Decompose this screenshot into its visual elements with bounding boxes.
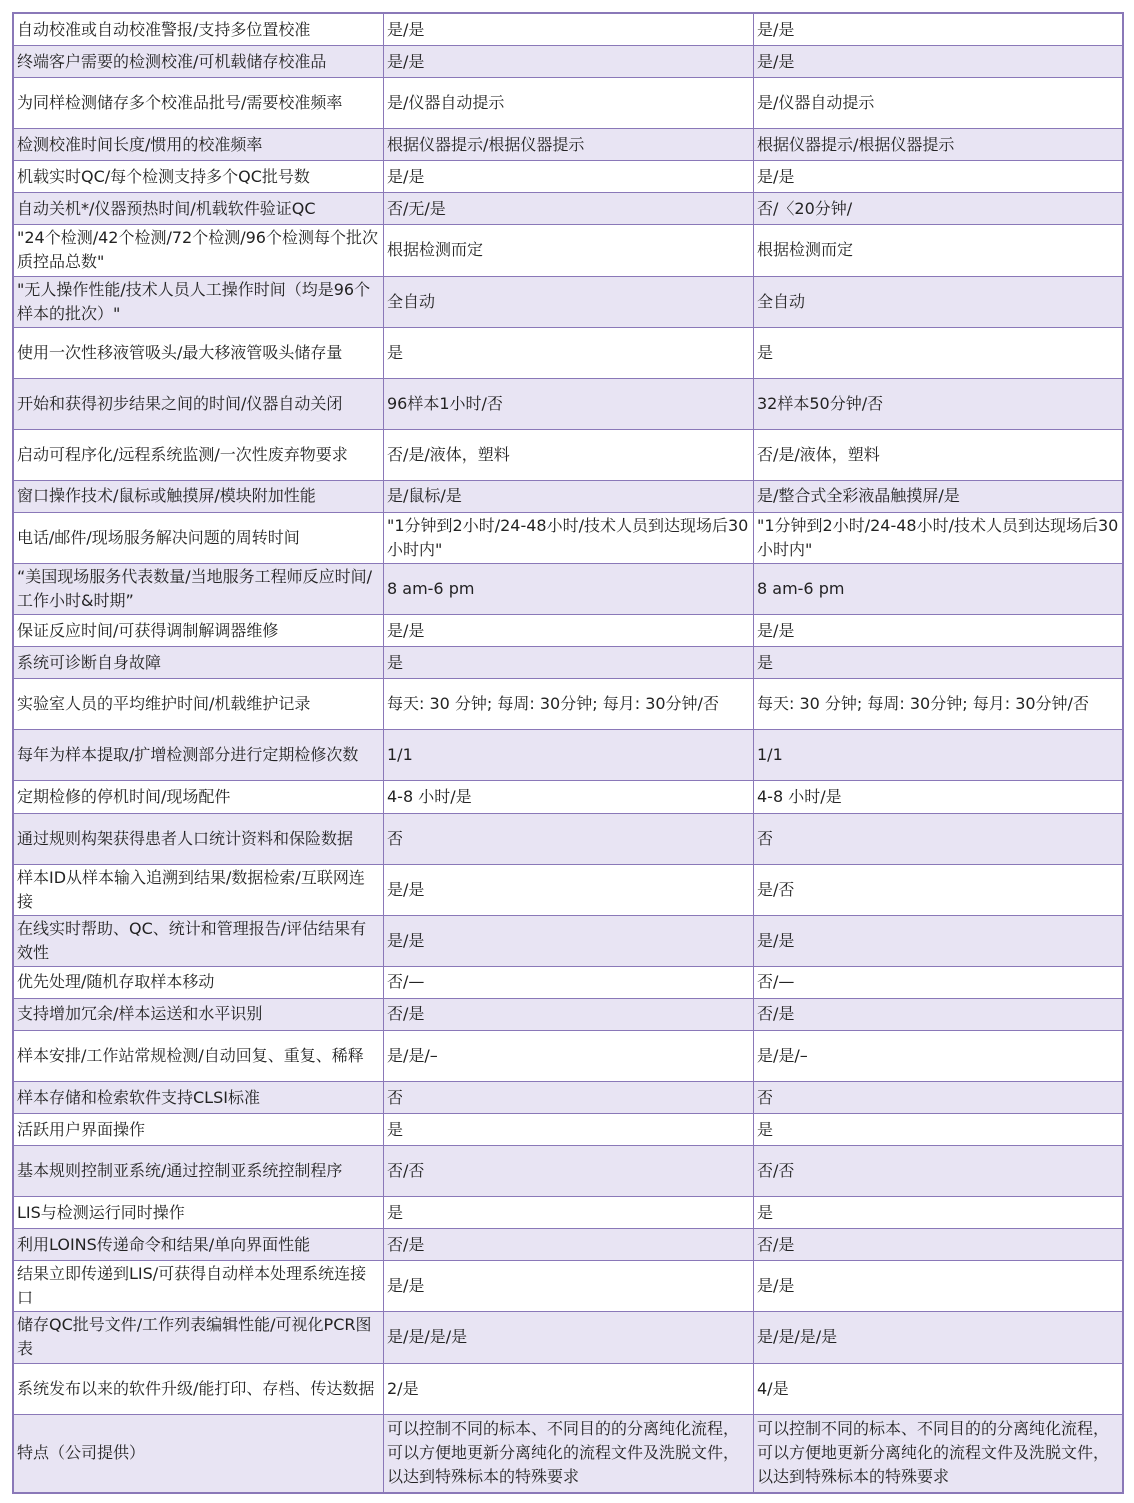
row-label-cell: 结果立即传递到LIS/可获得自动样本处理系统连接口 [14,1261,384,1312]
table-row [14,1312,1123,1363]
row-label-cell: 为同样检测储存多个校准品批号/需要校准频率 [14,78,384,129]
value-cell-a: 1/1 [384,730,754,781]
value-cell-b: 根据仪器提示/根据仪器提示 [754,129,1123,161]
row-label-cell: 样本ID从样本输入追溯到结果/数据检索/互联网连接 [14,864,384,915]
value-cell-b: 是/是 [754,615,1123,647]
value-cell-a: 是/是 [384,14,754,46]
row-label-cell: 在线实时帮助、QC、统计和管理报告/评估结果有效性 [14,915,384,966]
value-cell-b: 是/整合式全彩液晶触摸屏/是 [754,480,1123,512]
value-cell-a: 否 [384,1082,754,1114]
table-row [14,730,1123,781]
row-label-cell: 优先处理/随机存取样本移动 [14,966,384,998]
value-cell-a: 是 [384,647,754,679]
value-cell-a: 是/是 [384,864,754,915]
comparison-table [13,13,1123,1493]
value-cell-b: 是/是 [754,915,1123,966]
row-label-cell: "无人操作性能/技术人员人工操作时间（均是96个样本的批次）" [14,276,384,327]
row-label-cell: 每年为样本提取/扩增检测部分进行定期检修次数 [14,730,384,781]
value-cell-a: 是/仪器自动提示 [384,78,754,129]
value-cell-a: 8 am-6 pm [384,564,754,615]
table-row [14,679,1123,730]
table-row [14,14,1123,46]
table-row [14,966,1123,998]
value-cell-a: 否/否 [384,1146,754,1197]
value-cell-b: 是/是 [754,161,1123,193]
value-cell-a: 是/是 [384,915,754,966]
value-cell-b: 1/1 [754,730,1123,781]
row-label-cell: 活跃用户界面操作 [14,1114,384,1146]
value-cell-b: 是 [754,1197,1123,1229]
comparison-table-body [14,14,1123,1493]
value-cell-b: 是/是/– [754,1030,1123,1081]
table-row [14,480,1123,512]
row-label-cell: 启动可程序化/远程系统监测/一次性废弃物要求 [14,429,384,480]
value-cell-a: 全自动 [384,276,754,327]
row-label-cell: 通过规则构架获得患者人口统计资料和保险数据 [14,813,384,864]
row-label-cell: 定期检修的停机时间/现场配件 [14,781,384,813]
value-cell-a: 是/鼠标/是 [384,480,754,512]
value-cell-b: 否 [754,813,1123,864]
table-row [14,647,1123,679]
value-cell-a: 是/是 [384,615,754,647]
value-cell-b: 4-8 小时/是 [754,781,1123,813]
value-cell-b: 否/是/液体，塑料 [754,429,1123,480]
table-row [14,276,1123,327]
value-cell-a: 4-8 小时/是 [384,781,754,813]
value-cell-b: 是/是 [754,46,1123,78]
value-cell-a: 否/是 [384,1229,754,1261]
row-label-cell: 实验室人员的平均维护时间/机载维护记录 [14,679,384,730]
value-cell-b: 是/仪器自动提示 [754,78,1123,129]
value-cell-b: 8 am-6 pm [754,564,1123,615]
table-row [14,129,1123,161]
table-row [14,781,1123,813]
row-label-cell: 终端客户需要的检测校准/可机载储存校准品 [14,46,384,78]
table-row [14,1261,1123,1312]
table-row [14,1229,1123,1261]
value-cell-a: 是 [384,327,754,378]
row-label-cell: 样本存储和检索软件支持CLSI标准 [14,1082,384,1114]
table-row [14,378,1123,429]
value-cell-b: 是/是/是/是 [754,1312,1123,1363]
table-row [14,193,1123,225]
value-cell-b: 是/是 [754,14,1123,46]
value-cell-a: 根据检测而定 [384,225,754,276]
table-row [14,864,1123,915]
value-cell-b: 32样本50分钟/否 [754,378,1123,429]
value-cell-a: 否/是 [384,998,754,1030]
value-cell-b: 否 [754,1082,1123,1114]
value-cell-a: 是/是/– [384,1030,754,1081]
value-cell-b: 是 [754,327,1123,378]
row-label-cell: 机载实时QC/每个检测支持多个QC批号数 [14,161,384,193]
table-row [14,1030,1123,1081]
value-cell-b: 否/— [754,966,1123,998]
table-row [14,1197,1123,1229]
table-row [14,161,1123,193]
table-row [14,1114,1123,1146]
table-row [14,998,1123,1030]
value-cell-a: 否/— [384,966,754,998]
table-row [14,78,1123,129]
value-cell-a: "1分钟到2小时/24-48小时/技术人员到达现场后30小时内" [384,512,754,563]
table-row [14,615,1123,647]
row-label-cell: "24个检测/42个检测/72个检测/96个检测每个批次质控品总数" [14,225,384,276]
value-cell-a: 96样本1小时/否 [384,378,754,429]
row-label-cell: 储存QC批号文件/工作列表编辑性能/可视化PCR图表 [14,1312,384,1363]
row-label-cell: 利用LOINS传递命令和结果/单向界面性能 [14,1229,384,1261]
value-cell-b: 4/是 [754,1363,1123,1414]
value-cell-b: 是 [754,647,1123,679]
row-label-cell: 系统可诊断自身故障 [14,647,384,679]
comparison-table-wrapper [12,12,1124,1494]
value-cell-b: 可以控制不同的标本、不同目的的分离纯化流程，可以方便地更新分离纯化的流程文件及洗脱文件，以达到特殊标本的特殊要求 [754,1414,1123,1492]
value-cell-b: 是 [754,1114,1123,1146]
row-label-cell: 支持增加冗余/样本运送和水平识别 [14,998,384,1030]
row-label-cell: 自动校准或自动校准警报/支持多位置校准 [14,14,384,46]
table-row [14,429,1123,480]
value-cell-a: 否 [384,813,754,864]
row-label-cell: 电话/邮件/现场服务解决问题的周转时间 [14,512,384,563]
table-row [14,915,1123,966]
value-cell-b: 全自动 [754,276,1123,327]
table-row [14,564,1123,615]
table-row [14,1414,1123,1492]
value-cell-a: 可以控制不同的标本、不同目的的分离纯化流程，可以方便地更新分离纯化的流程文件及洗脱文件，以达到特殊标本的特殊要求 [384,1414,754,1492]
value-cell-a: 是/是 [384,161,754,193]
table-row [14,813,1123,864]
value-cell-b: 是/否 [754,864,1123,915]
row-label-cell: 窗口操作技术/鼠标或触摸屏/模块附加性能 [14,480,384,512]
value-cell-a: 根据仪器提示/根据仪器提示 [384,129,754,161]
table-row [14,327,1123,378]
value-cell-a: 是/是/是/是 [384,1312,754,1363]
value-cell-a: 每天: 30 分钟; 每周: 30分钟; 每月: 30分钟/否 [384,679,754,730]
table-row [14,225,1123,276]
row-label-cell: 系统发布以来的软件升级/能打印、存档、传达数据 [14,1363,384,1414]
row-label-cell: 样本安排/工作站常规检测/自动回复、重复、稀释 [14,1030,384,1081]
value-cell-a: 是 [384,1114,754,1146]
row-label-cell: 检测校准时间长度/惯用的校准频率 [14,129,384,161]
value-cell-a: 是 [384,1197,754,1229]
value-cell-a: 是/是 [384,1261,754,1312]
table-row [14,46,1123,78]
row-label-cell: 使用一次性移液管吸头/最大移液管吸头储存量 [14,327,384,378]
value-cell-b: 是/是 [754,1261,1123,1312]
row-label-cell: 基本规则控制亚系统/通过控制亚系统控制程序 [14,1146,384,1197]
value-cell-a: 2/是 [384,1363,754,1414]
table-row [14,512,1123,563]
row-label-cell: 特点（公司提供） [14,1414,384,1492]
value-cell-b: 否/是 [754,1229,1123,1261]
value-cell-b: 根据检测而定 [754,225,1123,276]
row-label-cell: 自动关机*/仪器预热时间/机载软件验证QC [14,193,384,225]
value-cell-a: 否/无/是 [384,193,754,225]
table-row [14,1146,1123,1197]
row-label-cell: LIS与检测运行同时操作 [14,1197,384,1229]
row-label-cell: 开始和获得初步结果之间的时间/仪器自动关闭 [14,378,384,429]
row-label-cell: 保证反应时间/可获得调制解调器维修 [14,615,384,647]
value-cell-a: 是/是 [384,46,754,78]
row-label-cell: “美国现场服务代表数量/当地服务工程师反应时间/工作小时&时期” [14,564,384,615]
value-cell-b: "1分钟到2小时/24-48小时/技术人员到达现场后30小时内" [754,512,1123,563]
value-cell-b: 否/是 [754,998,1123,1030]
value-cell-b: 否/否 [754,1146,1123,1197]
table-row [14,1363,1123,1414]
value-cell-a: 否/是/液体，塑料 [384,429,754,480]
table-row [14,1082,1123,1114]
value-cell-b: 否/〈20分钟/ [754,193,1123,225]
value-cell-b: 每天: 30 分钟; 每周: 30分钟; 每月: 30分钟/否 [754,679,1123,730]
